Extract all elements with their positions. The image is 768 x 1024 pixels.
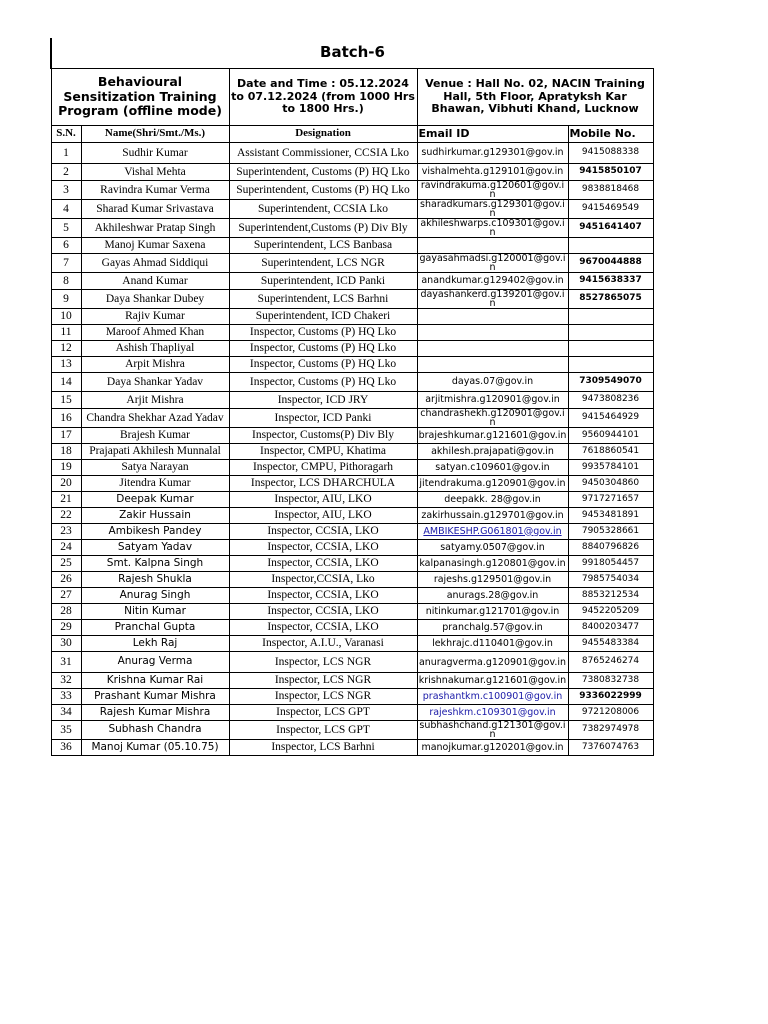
cell-designation: Superintendent, LCS Banbasa — [229, 238, 417, 254]
cell-designation: Inspector, LCS DHARCHULA — [229, 476, 417, 492]
cell-designation: Superintendent, LCS Barhni — [229, 290, 417, 309]
cell-mobile: 9935784101 — [568, 460, 653, 476]
column-header-name: Name(Shri/Smt./Ms.) — [81, 126, 229, 143]
cell-email: manojkumar.g120201@gov.in — [417, 740, 568, 756]
cell-mobile: 9455483384 — [568, 636, 653, 652]
cell-email — [417, 357, 568, 373]
table-row — [51, 200, 653, 219]
cell-sn: 15 — [51, 392, 81, 409]
cell-mobile: 9415638337 — [568, 273, 653, 290]
cell-mobile: 9450304860 — [568, 476, 653, 492]
cell-email: sudhirkumar.g129301@gov.in — [417, 143, 568, 164]
table-row — [51, 392, 653, 409]
cell-sn: 4 — [51, 200, 81, 219]
cell-mobile — [568, 325, 653, 341]
cell-mobile: 8400203477 — [568, 620, 653, 636]
cell-sn: 13 — [51, 357, 81, 373]
cell-name: Krishna Kumar Rai — [81, 673, 229, 689]
cell-mobile: 7382974978 — [568, 721, 653, 740]
cell-designation: Inspector, LCS NGR — [229, 689, 417, 705]
cell-mobile: 9838818468 — [568, 181, 653, 200]
cell-name: Smt. Kalpna Singh — [81, 556, 229, 572]
cell-sn: 30 — [51, 636, 81, 652]
table-row — [51, 309, 653, 325]
cell-mobile: 8840796826 — [568, 540, 653, 556]
program-title: Behavioural Sensitization Training Program (offline mode) — [51, 69, 229, 126]
table-row — [51, 409, 653, 428]
cell-name: Rajesh Kumar Mishra — [81, 705, 229, 721]
cell-email: rajeshs.g129501@gov.in — [417, 572, 568, 588]
table-row — [51, 705, 653, 721]
date-time-info: Date and Time : 05.12.2024 to 07.12.2024 (from 1000 Hrs to 1800 Hrs.) — [229, 69, 417, 126]
cell-name: Vishal Mehta — [81, 164, 229, 181]
cell-sn: 12 — [51, 341, 81, 357]
table-row — [51, 588, 653, 604]
cell-sn: 8 — [51, 273, 81, 290]
cell-designation: Inspector, ICD Panki — [229, 409, 417, 428]
cell-sn: 28 — [51, 604, 81, 620]
cell-name: Akhileshwar Pratap Singh — [81, 219, 229, 238]
table-row — [51, 181, 653, 200]
column-header-designation: Designation — [229, 126, 417, 143]
cell-sn: 6 — [51, 238, 81, 254]
cell-mobile: 7309549070 — [568, 373, 653, 392]
cell-email: jitendrakuma.g120901@gov.in — [417, 476, 568, 492]
cell-email: nitinkumar.g121701@gov.in — [417, 604, 568, 620]
cell-designation: Inspector, AIU, LKO — [229, 492, 417, 508]
cell-email: deepakk. 28@gov.in — [417, 492, 568, 508]
cell-sn: 3 — [51, 181, 81, 200]
cell-sn: 26 — [51, 572, 81, 588]
cell-mobile: 9452205209 — [568, 604, 653, 620]
cell-designation: Superintendent, Customs (P) HQ Lko — [229, 164, 417, 181]
cell-name: Jitendra Kumar — [81, 476, 229, 492]
cell-sn: 29 — [51, 620, 81, 636]
cell-email: subhashchand.g121301@gov.in — [417, 721, 568, 740]
cell-email: anuragverma.g120901@gov.in — [417, 652, 568, 673]
cell-name: Arpit Mishra — [81, 357, 229, 373]
cell-email: anurags.28@gov.in — [417, 588, 568, 604]
cell-email: sharadkumars.g129301@gov.in — [417, 200, 568, 219]
cell-designation: Inspector, CCSIA, LKO — [229, 604, 417, 620]
cell-sn: 33 — [51, 689, 81, 705]
cell-email: akhilesh.prajapati@gov.in — [417, 444, 568, 460]
cell-sn: 34 — [51, 705, 81, 721]
cell-name: Ambikesh Pandey — [81, 524, 229, 540]
cell-mobile: 9336022999 — [568, 689, 653, 705]
cell-sn: 27 — [51, 588, 81, 604]
cell-name: Anand Kumar — [81, 273, 229, 290]
cell-email: satyan.c109601@gov.in — [417, 460, 568, 476]
table-row — [51, 492, 653, 508]
cell-designation: Superintendent,Customs (P) Div Bly — [229, 219, 417, 238]
cell-mobile: 9415088338 — [568, 143, 653, 164]
venue-info: Venue : Hall No. 02, NACIN Training Hall, 5th Floor, Apratyksh Kar Bhawan, Vibhuti Khand, Lucknow — [417, 69, 653, 126]
cell-mobile — [568, 309, 653, 325]
cell-name: Daya Shankar Dubey — [81, 290, 229, 309]
cell-name: Chandra Shekhar Azad Yadav — [81, 409, 229, 428]
cell-sn: 1 — [51, 143, 81, 164]
cell-sn: 25 — [51, 556, 81, 572]
cell-name: Nitin Kumar — [81, 604, 229, 620]
cell-designation: Inspector, LCS GPT — [229, 705, 417, 721]
attendance-sheet — [50, 38, 652, 756]
table-row — [51, 164, 653, 181]
table-row — [51, 620, 653, 636]
cell-designation: Inspector, Customs (P) HQ Lko — [229, 325, 417, 341]
cell-sn: 19 — [51, 460, 81, 476]
cell-name: Arjit Mishra — [81, 392, 229, 409]
table-row — [51, 357, 653, 373]
participants-body — [51, 143, 653, 756]
cell-mobile — [568, 357, 653, 373]
column-header-email: Email ID — [417, 126, 568, 143]
cell-mobile: 7905328661 — [568, 524, 653, 540]
cell-name: Subhash Chandra — [81, 721, 229, 740]
cell-designation: Superintendent, CCSIA Lko — [229, 200, 417, 219]
cell-designation: Superintendent, ICD Chakeri — [229, 309, 417, 325]
cell-name: Satyam Yadav — [81, 540, 229, 556]
cell-email: AMBIKESHP.G061801@gov.in — [417, 524, 568, 540]
cell-designation: Inspector, LCS Barhni — [229, 740, 417, 756]
cell-name: Ashish Thapliyal — [81, 341, 229, 357]
cell-email: lekhrajc.d110401@gov.in — [417, 636, 568, 652]
cell-email: krishnakumar.g121601@gov.in — [417, 673, 568, 689]
cell-designation: Inspector,CCSIA, Lko — [229, 572, 417, 588]
cell-email: pranchalg.57@gov.in — [417, 620, 568, 636]
cell-sn: 5 — [51, 219, 81, 238]
cell-sn: 22 — [51, 508, 81, 524]
cell-email: vishalmehta.g129101@gov.in — [417, 164, 568, 181]
cell-designation: Inspector, A.I.U., Varanasi — [229, 636, 417, 652]
cell-sn: 2 — [51, 164, 81, 181]
cell-name: Ravindra Kumar Verma — [81, 181, 229, 200]
cell-sn: 32 — [51, 673, 81, 689]
column-header-mobile: Mobile No. — [568, 126, 653, 143]
table-row — [51, 341, 653, 357]
cell-name: Prashant Kumar Mishra — [81, 689, 229, 705]
cell-designation: Superintendent, Customs (P) HQ Lko — [229, 181, 417, 200]
cell-designation: Inspector, Customs(P) Div Bly — [229, 428, 417, 444]
cell-sn: 17 — [51, 428, 81, 444]
cell-designation: Inspector, CCSIA, LKO — [229, 588, 417, 604]
page-title: Batch-6 — [51, 38, 653, 69]
cell-email: satyamy.0507@gov.in — [417, 540, 568, 556]
table-row — [51, 444, 653, 460]
cell-email: prashantkm.c100901@gov.in — [417, 689, 568, 705]
cell-email: gayasahmadsi.g120001@gov.in — [417, 254, 568, 273]
table-row — [51, 476, 653, 492]
cell-name: Deepak Kumar — [81, 492, 229, 508]
cell-email: brajeshkumar.g121601@gov.in — [417, 428, 568, 444]
cell-email: zakirhussain.g129701@gov.in — [417, 508, 568, 524]
cell-sn: 21 — [51, 492, 81, 508]
cell-sn: 10 — [51, 309, 81, 325]
table-row — [51, 373, 653, 392]
cell-mobile — [568, 341, 653, 357]
column-header-sn: S.N. — [51, 126, 81, 143]
table-row — [51, 143, 653, 164]
cell-mobile: 7376074763 — [568, 740, 653, 756]
cell-designation: Inspector, CCSIA, LKO — [229, 540, 417, 556]
table-row — [51, 652, 653, 673]
cell-email: dayas.07@gov.in — [417, 373, 568, 392]
cell-designation: Inspector, LCS NGR — [229, 652, 417, 673]
cell-name: Lekh Raj — [81, 636, 229, 652]
table-row — [51, 556, 653, 572]
cell-email: anandkumar.g129402@gov.in — [417, 273, 568, 290]
cell-sn: 11 — [51, 325, 81, 341]
table-row — [51, 238, 653, 254]
cell-designation: Inspector, Customs (P) HQ Lko — [229, 357, 417, 373]
table-row — [51, 636, 653, 652]
table-row — [51, 721, 653, 740]
cell-mobile: 7985754034 — [568, 572, 653, 588]
cell-email: chandrashekh.g120901@gov.in — [417, 409, 568, 428]
cell-name: Sudhir Kumar — [81, 143, 229, 164]
cell-email — [417, 309, 568, 325]
cell-email: kalpanasingh.g120801@gov.in — [417, 556, 568, 572]
cell-designation: Inspector, CCSIA, LKO — [229, 620, 417, 636]
cell-name: Brajesh Kumar — [81, 428, 229, 444]
cell-name: Daya Shankar Yadav — [81, 373, 229, 392]
cell-sn: 35 — [51, 721, 81, 740]
cell-mobile: 9453481891 — [568, 508, 653, 524]
cell-email: ravindrakuma.g120601@gov.in — [417, 181, 568, 200]
cell-mobile: 7618860541 — [568, 444, 653, 460]
cell-sn: 14 — [51, 373, 81, 392]
table-row — [51, 740, 653, 756]
cell-designation: Inspector, AIU, LKO — [229, 508, 417, 524]
table-row — [51, 290, 653, 309]
cell-mobile: 9451641407 — [568, 219, 653, 238]
cell-designation: Inspector, Customs (P) HQ Lko — [229, 373, 417, 392]
cell-designation: Superintendent, LCS NGR — [229, 254, 417, 273]
cell-email — [417, 341, 568, 357]
table-row — [51, 604, 653, 620]
table-row — [51, 273, 653, 290]
table-row — [51, 508, 653, 524]
table-row — [51, 689, 653, 705]
cell-name: Rajiv Kumar — [81, 309, 229, 325]
cell-name: Zakir Hussain — [81, 508, 229, 524]
cell-mobile: 9560944101 — [568, 428, 653, 444]
cell-mobile: 9415464929 — [568, 409, 653, 428]
table-row — [51, 460, 653, 476]
cell-name: Anurag Singh — [81, 588, 229, 604]
cell-email: dayashankerd.g139201@gov.in — [417, 290, 568, 309]
cell-name: Manoj Kumar Saxena — [81, 238, 229, 254]
cell-name: Prajapati Akhilesh Munnalal — [81, 444, 229, 460]
cell-designation: Inspector, CCSIA, LKO — [229, 556, 417, 572]
cell-designation: Inspector, Customs (P) HQ Lko — [229, 341, 417, 357]
cell-designation: Inspector, CCSIA, LKO — [229, 524, 417, 540]
cell-sn: 18 — [51, 444, 81, 460]
cell-email: arjitmishra.g120901@gov.in — [417, 392, 568, 409]
table-row — [51, 428, 653, 444]
cell-designation: Inspector, LCS NGR — [229, 673, 417, 689]
cell-name: Sharad Kumar Srivastava — [81, 200, 229, 219]
cell-mobile: 9415850107 — [568, 164, 653, 181]
cell-designation: Inspector, CMPU, Pithoragarh — [229, 460, 417, 476]
cell-name: Rajesh Shukla — [81, 572, 229, 588]
cell-name: Gayas Ahmad Siddiqui — [81, 254, 229, 273]
cell-designation: Inspector, ICD JRY — [229, 392, 417, 409]
cell-mobile: 9670044888 — [568, 254, 653, 273]
cell-mobile: 7380832738 — [568, 673, 653, 689]
cell-email: akhileshwarps.c109301@gov.in — [417, 219, 568, 238]
table-row — [51, 524, 653, 540]
cell-name: Manoj Kumar (05.10.75) — [81, 740, 229, 756]
cell-name: Satya Narayan — [81, 460, 229, 476]
cell-mobile: 9721208006 — [568, 705, 653, 721]
table-row — [51, 254, 653, 273]
cell-email — [417, 238, 568, 254]
table-row — [51, 673, 653, 689]
participants-table — [50, 38, 654, 756]
cell-sn: 20 — [51, 476, 81, 492]
cell-mobile: 8527865075 — [568, 290, 653, 309]
cell-email — [417, 325, 568, 341]
cell-mobile: 8853212534 — [568, 588, 653, 604]
cell-mobile: 9415469549 — [568, 200, 653, 219]
table-row — [51, 325, 653, 341]
cell-mobile: 9717271657 — [568, 492, 653, 508]
cell-mobile: 8765246274 — [568, 652, 653, 673]
table-row — [51, 540, 653, 556]
cell-name: Pranchal Gupta — [81, 620, 229, 636]
cell-sn: 16 — [51, 409, 81, 428]
cell-name: Maroof Ahmed Khan — [81, 325, 229, 341]
cell-mobile — [568, 238, 653, 254]
table-row — [51, 219, 653, 238]
cell-sn: 9 — [51, 290, 81, 309]
cell-sn: 36 — [51, 740, 81, 756]
cell-designation: Assistant Commissioner, CCSIA Lko — [229, 143, 417, 164]
cell-designation: Superintendent, ICD Panki — [229, 273, 417, 290]
cell-email: rajeshkm.c109301@gov.in — [417, 705, 568, 721]
cell-mobile: 9473808236 — [568, 392, 653, 409]
cell-sn: 7 — [51, 254, 81, 273]
cell-sn: 23 — [51, 524, 81, 540]
cell-sn: 24 — [51, 540, 81, 556]
table-row — [51, 572, 653, 588]
cell-name: Anurag Verma — [81, 652, 229, 673]
cell-designation: Inspector, CMPU, Khatima — [229, 444, 417, 460]
cell-designation: Inspector, LCS GPT — [229, 721, 417, 740]
cell-sn: 31 — [51, 652, 81, 673]
cell-mobile: 9918054457 — [568, 556, 653, 572]
